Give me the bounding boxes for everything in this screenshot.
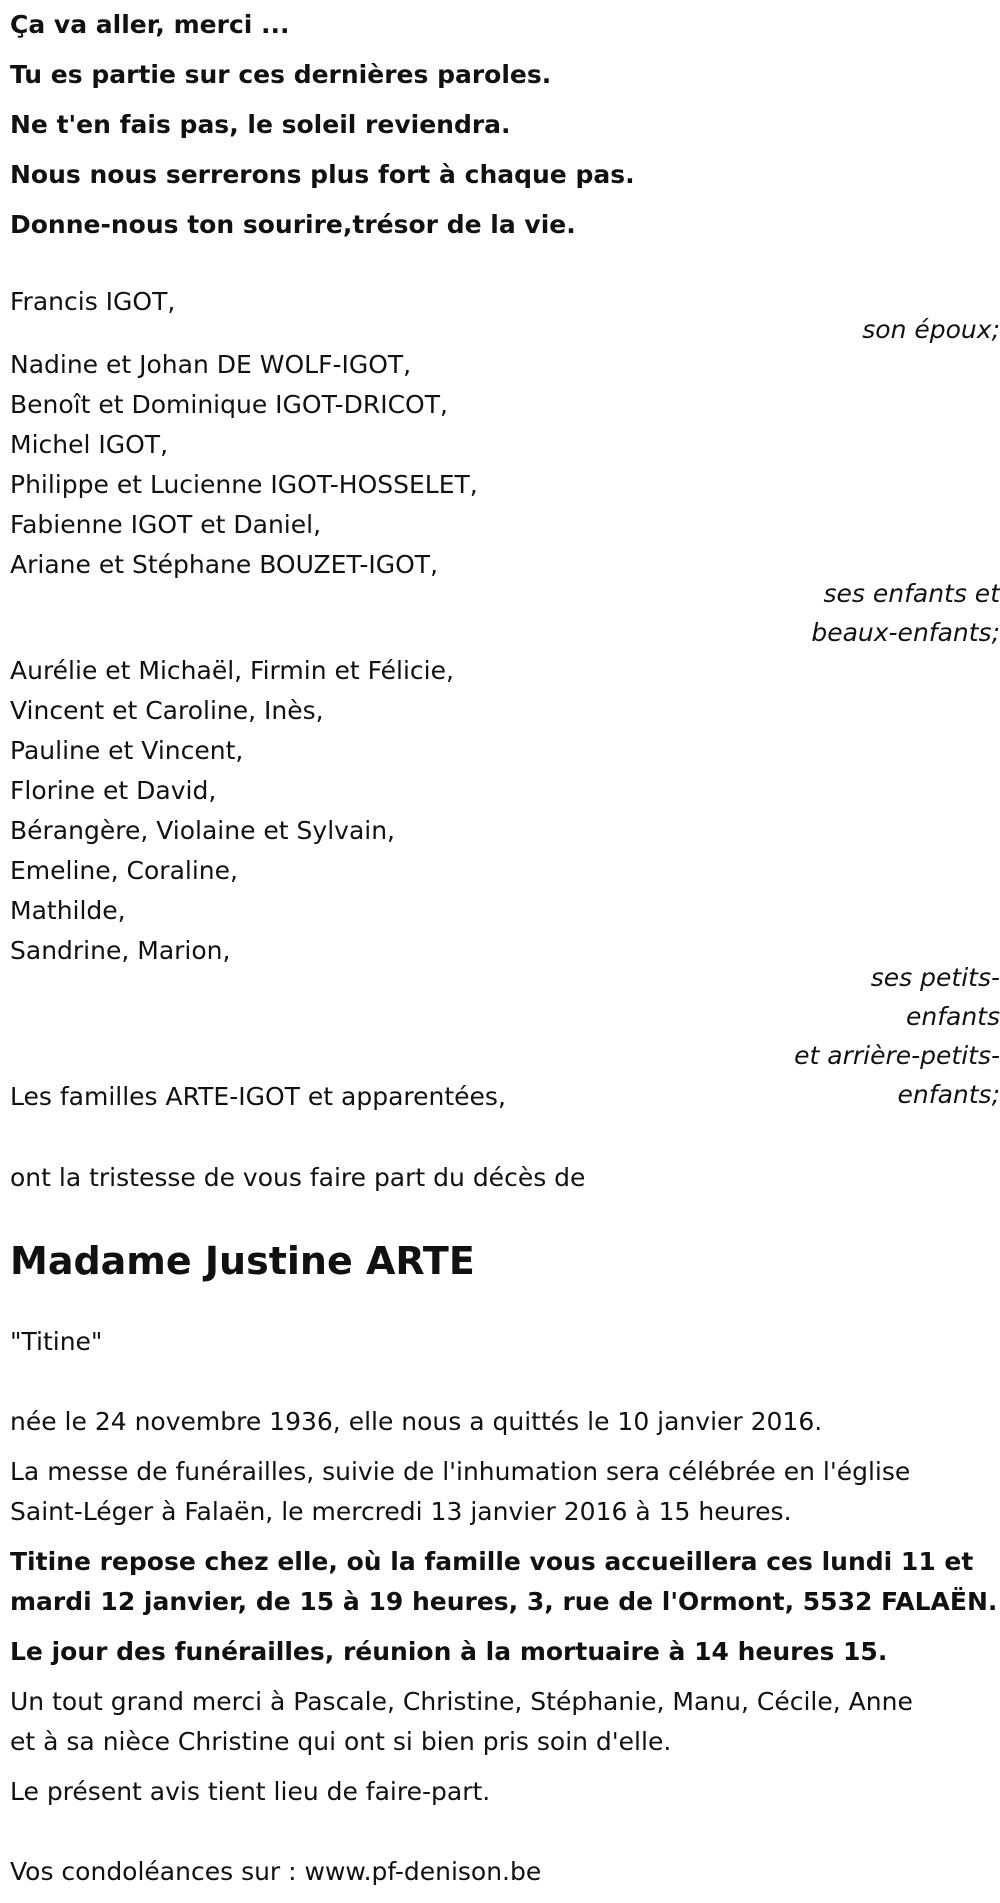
children-role-line: beaux-enfants; (811, 618, 1000, 647)
notice-line: Le présent avis tient lieu de faire-part. (10, 1777, 491, 1806)
spouse-name: Francis IGOT, (10, 287, 176, 316)
children-list (10, 345, 478, 585)
thanks-line: Un tout grand merci à Pascale, Christine, Stéphanie, Manu, Cécile, Anne (10, 1687, 913, 1716)
funeral-mass-line: Saint-Léger à Falaën, le mercredi 13 janvier 2016 à 15 heures. (10, 1497, 792, 1526)
visitation-line: Titine repose chez elle, où la famille vous accueillera ces lundi 11 et (10, 1547, 974, 1576)
thanks-line: et à sa nièce Christine qui ont si bien pris soin d'elle. (10, 1727, 672, 1756)
grandchild-name: Sandrine, Marion, (10, 936, 231, 965)
poem-line: Nous nous serrerons plus fort à chaque pas. (10, 160, 635, 189)
children-role-line: ses enfants et (823, 579, 1000, 608)
child-name: Philippe et Lucienne IGOT-HOSSELET, (10, 470, 478, 499)
condolences-line: Vos condoléances sur : www.pf-denison.be (10, 1857, 542, 1886)
thanks-paragraph (10, 1682, 913, 1762)
poem-line: Ne t'en fais pas, le soleil reviendra. (10, 110, 511, 139)
deceased-name: Madame Justine ARTE (10, 1239, 475, 1283)
poem-line: Ça va aller, merci ... (10, 10, 290, 39)
child-name: Nadine et Johan DE WOLF-IGOT, (10, 350, 412, 379)
child-name: Ariane et Stéphane BOUZET-IGOT, (10, 550, 439, 579)
grandchildren-role-line: ses petits-enfants (870, 963, 1000, 1031)
grandchild-name: Vincent et Caroline, Inès, (10, 696, 324, 725)
deceased-nickname: "Titine" (10, 1327, 103, 1356)
grandchildren-role-line: et arrière-petits- (794, 1041, 1000, 1070)
announcement-line: ont la tristesse de vous faire part du décès de (10, 1163, 586, 1192)
visitation-paragraph (10, 1542, 997, 1622)
grandchild-name: Aurélie et Michaël, Firmin et Félicie, (10, 656, 454, 685)
grandchildren-list (10, 651, 454, 971)
funeral-mass-paragraph (10, 1452, 910, 1532)
child-name: Fabienne IGOT et Daniel, (10, 510, 322, 539)
poem-line: Tu es partie sur ces dernières paroles. (10, 60, 552, 89)
grandchild-name: Bérangère, Violaine et Sylvain, (10, 816, 395, 845)
grandchild-name: Pauline et Vincent, (10, 736, 244, 765)
meeting-line: Le jour des funérailles, réunion à la mortuaire à 14 heures 15. (10, 1637, 888, 1666)
obituary-document (10, 0, 1000, 1903)
grandchild-name: Emeline, Coraline, (10, 856, 238, 885)
child-name: Benoît et Dominique IGOT-DRICOT, (10, 390, 448, 419)
visitation-line: mardi 12 janvier, de 15 à 19 heures, 3, rue de l'Ormont, 5532 FALAËN. (10, 1587, 998, 1616)
families-line: Les familles ARTE-IGOT et apparentées, (10, 1082, 506, 1111)
grandchildren-role-line: enfants; (897, 1080, 1000, 1109)
poem (10, 0, 1000, 250)
grandchild-name: Mathilde, (10, 896, 126, 925)
child-name: Michel IGOT, (10, 430, 169, 459)
spouse-role: son époux; (862, 315, 1000, 344)
poem-line: Donne-nous ton sourire,trésor de la vie. (10, 210, 576, 239)
grandchildren-role (780, 958, 1000, 1114)
children-role (780, 574, 1000, 652)
grandchild-name: Florine et David, (10, 776, 217, 805)
birth-death-line: née le 24 novembre 1936, elle nous a quittés le 10 janvier 2016. (10, 1407, 823, 1436)
funeral-mass-line: La messe de funérailles, suivie de l'inhumation sera célébrée en l'église (10, 1457, 911, 1486)
